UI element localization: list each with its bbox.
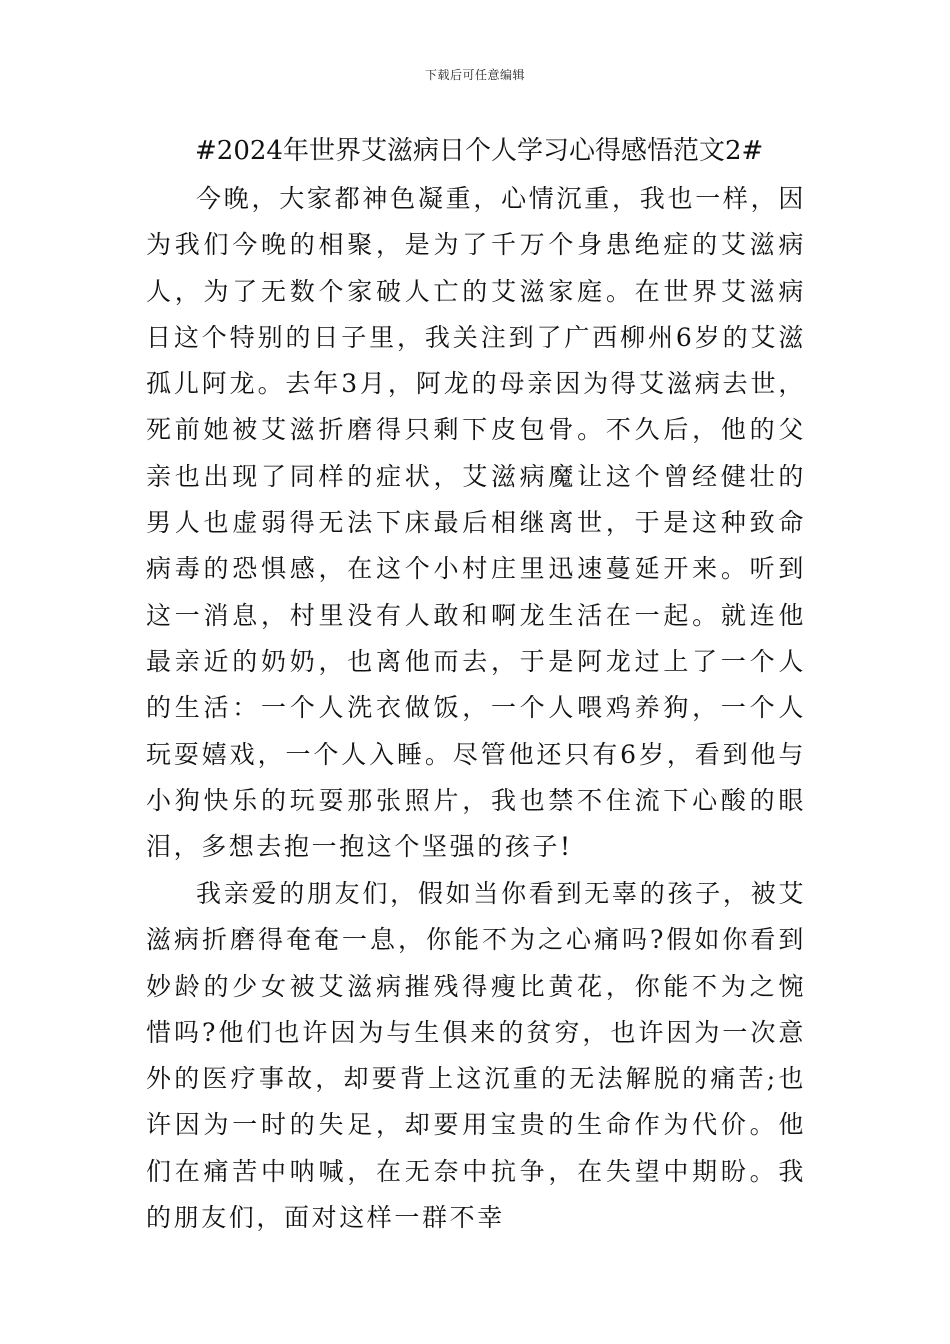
body-paragraph-2: 我亲爱的朋友们，假如当你看到无辜的孩子，被艾滋病折磨得奄奄一息，你能不为之心痛吗?假如你看到妙龄的少女被艾滋病摧残得瘦比黄花，你能不为之惋惜吗?他们也许因为与生俱来的贫穷，也许因为一次意外的医疗事故，却要背上这沉重的无法解脱的痛苦;也许因为一时的失足，却要用宝贵的生命作为代价。他们在痛苦中呐喊，在无奈中抗争，在失望中期盼。我的朋友们，面对这样一群不幸	[146, 879, 806, 1233]
body-paragraph-1: 今晚，大家都神色凝重，心情沉重，我也一样，因为我们今晚的相聚，是为了千万个身患绝症的艾滋病人，为了无数个家破人亡的艾滋家庭。在世界艾滋病日这个特别的日子里，我关注到了广西柳州6岁的艾滋孤儿阿龙。去年3月，阿龙的母亲因为得艾滋病去世，死前她被艾滋折磨得只剩下皮包骨。不久后，他的父亲也出现了同样的症状，艾滋病魔让这个曾经健壮的男人也虚弱得无法下床最后相继离世，于是这种致命病毒的恐惧感，在这个小村庄里迅速蔓延开来。听到这一消息，村里没有人敢和啊龙生活在一起。就连他最亲近的奶奶，也离他而去，于是阿龙过上了一个人的生活：一个人洗衣做饭，一个人喂鸡养狗，一个人玩耍嬉戏，一个人入睡。尽管他还只有6岁，看到他与小狗快乐的玩耍那张照片，我也禁不住流下心酸的眼泪，多想去抱一抱这个坚强的孩子!	[146, 184, 806, 862]
page-header-note: 下载后可任意编辑	[424, 68, 525, 82]
document-title: #2024年世界艾滋病日个人学习心得感悟范文2#	[195, 136, 764, 166]
